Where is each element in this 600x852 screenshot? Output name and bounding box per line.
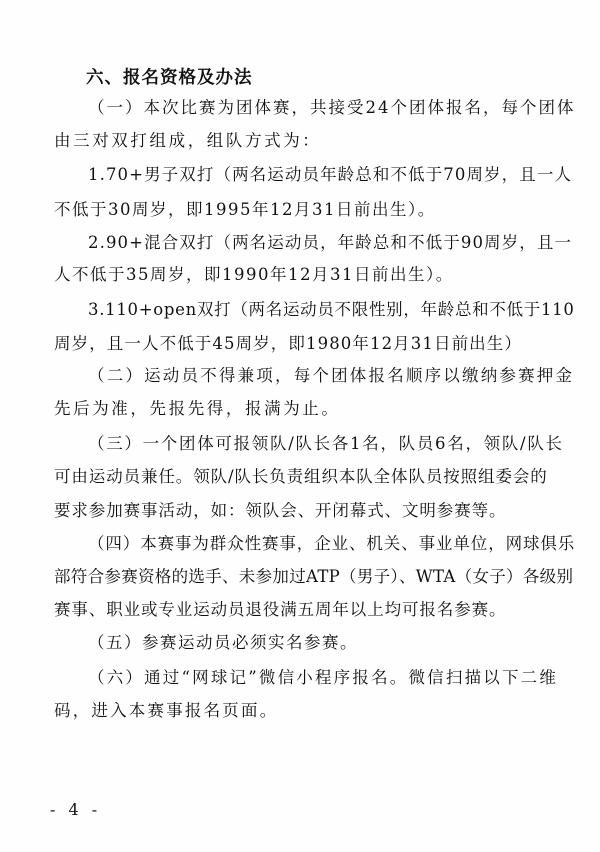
p7-line-1: （四）本赛事为群众性赛事，企业、机关、事业单位，网球俱乐 — [88, 534, 576, 553]
p7-line-3: 赛事、职业或专业运动员退役满五周年以上均可报名参赛。 — [54, 600, 507, 619]
page-number: - 4 - — [50, 800, 102, 819]
p3-line-1: 2.90+混合双打（两名运动员，年龄总和不低于90周岁，且一 — [88, 233, 573, 252]
p2-line-1: 1.70+男子双打（两名运动员年龄总和不低于70周岁，且一人 — [88, 165, 573, 184]
p6-line-3: 要求参加赛事活动，如：领队会、开闭幕式、文明参赛等。 — [54, 501, 507, 520]
p1-line-2: 由三对双打组成，组队方式为： — [54, 131, 322, 150]
p5-line-1: （二）运动员不得兼项，每个团体报名顺序以缴纳参赛押金 — [88, 366, 575, 385]
p2-line-2: 不低于30周岁，即1995年12月31日前出生）。 — [54, 200, 436, 219]
p4-line-1: 3.110+open双打（两名运动员不限性别，年龄总和不低于110 — [88, 300, 575, 319]
p6-line-2: 可由运动员兼任。领队/队长负责组织本队全体队员按照组委会的 — [54, 467, 548, 486]
p9-line-1: （六）通过“网球记”微信小程序报名。微信扫描以下二维 — [88, 668, 559, 687]
p9-line-2: 码，进入本赛事报名页面。 — [54, 701, 279, 720]
p8-line-1: （五）参赛运动员必须实名参赛。 — [88, 633, 358, 652]
p3-line-2: 人不低于35周岁，即1990年12月31日前出生）。 — [54, 265, 454, 284]
p5-line-2: 先后为准，先报先得，报满为止。 — [54, 399, 341, 418]
p6-line-1: （三）一个团体可报领队/队长各1名，队员6名，领队/队长 — [88, 434, 564, 453]
section-heading: 六、报名资格及办法 — [86, 68, 253, 88]
p7-line-2: 部符合参赛资格的选手、未参加过ATP（男子）、WTA（女子）各级别 — [54, 567, 574, 586]
p1-line-1: （一）本次比赛为团体赛，共接受24个团体报名，每个团体 — [88, 98, 576, 117]
p4-line-2: 周岁，且一人不低于45周岁，即1980年12月31日前出生） — [54, 334, 522, 353]
